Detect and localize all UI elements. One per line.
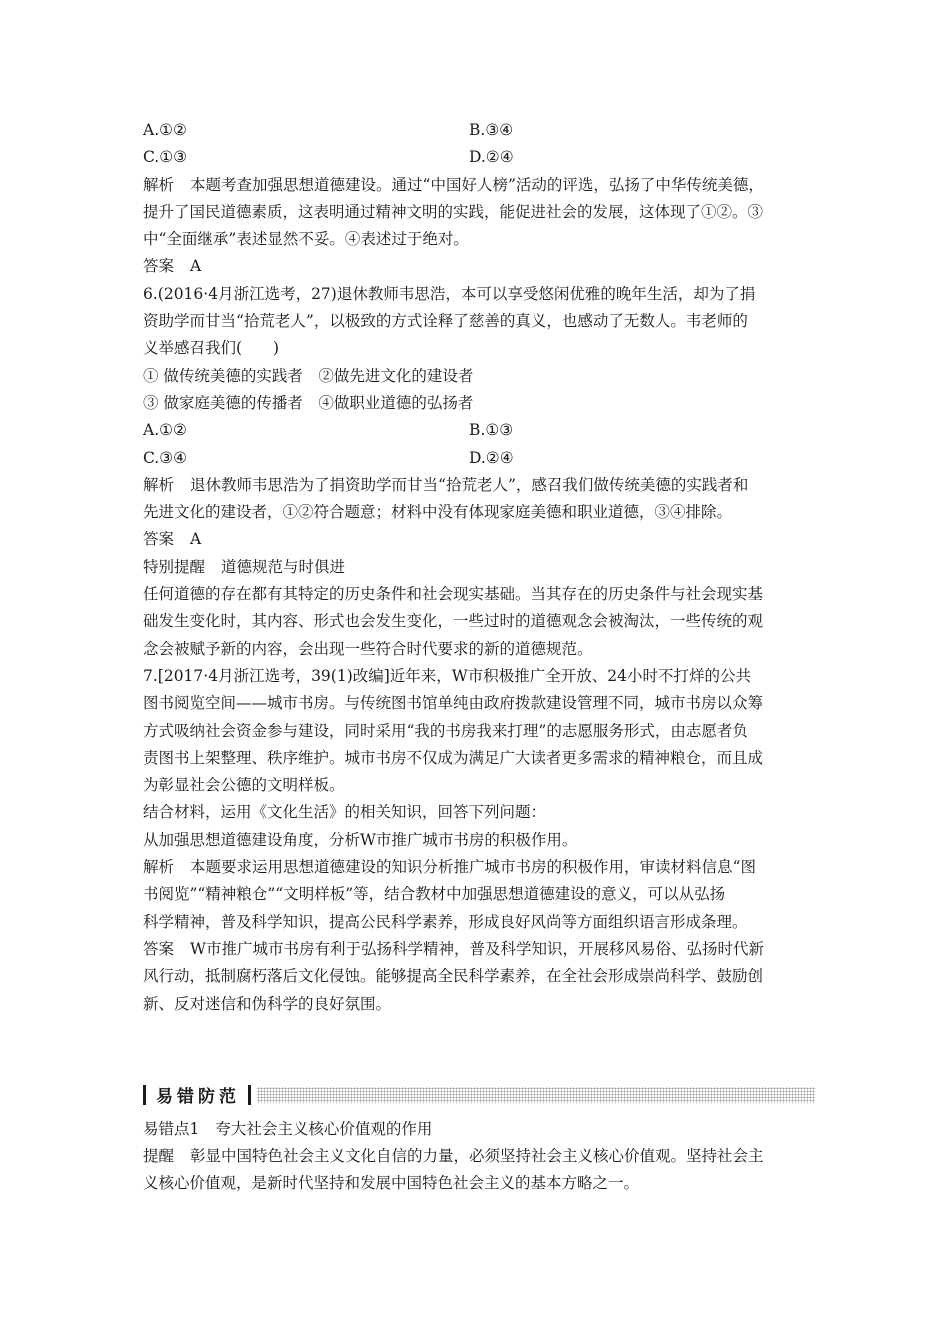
section-header [143, 1078, 815, 1112]
q7-stem-line: 方式吸纳社会资金参与建设，同时采用“我的书房我来打理”的志愿服务形式，由志愿者负 [143, 721, 748, 740]
reminder-line: 义核心价值观，是新时代坚持和发展中国特色社会主义的基本方略之一。 [143, 1174, 640, 1193]
tip-title: 道德规范与时俱进 [221, 557, 346, 576]
q6-analysis-line [143, 472, 815, 499]
q5-analysis-line: 中“全面继承”表述显然不妥。④表述过于绝对。 [143, 230, 469, 249]
q6-option-b: B.①③ [469, 421, 514, 440]
q7-analysis-text: 本题要求运用思想道德建设的知识分析推广城市书房的积极作用，审读材料信息“图 [190, 858, 756, 877]
q6-option-c: C.③④ [143, 448, 188, 467]
q5-option-c: C.①③ [143, 148, 188, 167]
reminder-line [143, 1143, 815, 1170]
section-title: 易错防范 [156, 1087, 240, 1108]
q5-analysis-line [143, 172, 815, 199]
q5-options-row-1 [143, 117, 815, 144]
q7-analysis-line: 书阅览”“精神粮仓”“文明样板”等，结合教材中加强思想道德建设的意义，可以从弘扬 [143, 885, 726, 904]
error-point-title: 夸大社会主义核心价值观的作用 [215, 1119, 433, 1138]
q6-statement: ① 做传统美德的实践者 ②做先进文化的建设者 [143, 366, 474, 385]
q5-analysis-label: 解析 [143, 175, 175, 194]
q6-option-a: A.①② [143, 421, 187, 440]
reminder-label: 提醒 [143, 1147, 175, 1166]
q7-stem-line: 7.[2017·4月浙江选考，39(1)改编]近年来，W市积极推广全开放、24小时不打烊的公共 [143, 666, 751, 685]
q6-analysis-text: 退休教师韦思浩为了捐资助学而甘当“拾荒老人”，感召我们做传统美德的实践者和 [190, 475, 749, 494]
q7-stem-line: 责图书上架整理、秩序维护。城市书房不仅成为满足广大读者更多需求的精神粮仓，而且成 [143, 748, 764, 767]
q6-stem-line: 6.(2016·4月浙江选考，27)退休教师韦思浩，本可以享受悠闲优雅的晚年生活，却为了捐 [143, 284, 756, 303]
q7-stem-line: 结合材料，运用《文化生活》的相关知识，回答下列问题： [143, 803, 547, 822]
q6-analysis-label: 解析 [143, 475, 175, 494]
q7-stem-line: 从加强思想道德建设角度，分析W市推广城市书房的积极作用。 [143, 830, 578, 849]
q6-stem-line: 资助学而甘当“拾荒老人”，以极致的方式诠释了慈善的真义，也感动了无数人。韦老师的 [143, 312, 748, 331]
q5-answer-line [143, 253, 815, 280]
q6-options-row-2 [143, 445, 815, 472]
q7-answer-line: 新、反对迷信和伪科学的良好氛围。 [143, 994, 392, 1013]
q6-stem-line: 义举感召我们( ) [143, 339, 280, 358]
q7-answer-line [143, 936, 815, 963]
q5-option-a: A.①② [143, 121, 187, 139]
q5-answer-label: 答案 [143, 257, 175, 276]
q6-statement: ③ 做家庭美德的传播者 ④做职业道德的弘扬者 [143, 393, 474, 412]
error-point-label: 易错点1 [143, 1119, 200, 1138]
q6-option-d: D.②④ [469, 448, 514, 467]
section-dotted-rule [257, 1087, 815, 1103]
q6-options-row-1 [143, 417, 815, 444]
q6-answer: A [190, 530, 202, 549]
q6-answer-label: 答案 [143, 530, 175, 549]
q5-options-row-2 [143, 144, 815, 171]
q5-option-d: D.②④ [469, 148, 514, 167]
q5-option-b: B.③④ [469, 121, 514, 139]
reminder-text: 彰显中国特色社会主义文化自信的力量，必须坚持社会主义核心价值观。坚持社会主 [190, 1147, 764, 1166]
q7-analysis-line [143, 854, 815, 881]
q6-answer-line [143, 526, 815, 553]
q7-answer-label: 答案 [143, 939, 175, 958]
q5-answer: A [190, 257, 202, 276]
q7-stem-line: 为彰显社会公德的文明样板。 [143, 776, 345, 795]
q7-stem-line: 图书阅览空间——城市书房。与传统图书馆单纯由政府拨款建设管理不同，城市书房以众筹 [143, 694, 764, 713]
q7-answer-line: 风行动，抵制腐朽落后文化侵蚀。能够提高全民科学素养，在全社会形成崇尚科学、鼓励创 [143, 967, 764, 986]
document-page [143, 117, 815, 1198]
tip-label: 特别提醒 [143, 557, 206, 576]
error-point-heading [143, 1116, 815, 1143]
tip-line: 础发生变化时，其内容、形式也会发生变化，一些过时的道德观念会被淘汰，一些传统的观 [143, 612, 764, 631]
tip-line: 念会被赋予新的内容，会出现一些符合时代要求的新的道德规范。 [143, 639, 593, 658]
q7-analysis-line: 科学精神，普及科学知识，提高公民科学素养，形成良好风尚等方面组织语言形成条理。 [143, 912, 748, 931]
q5-analysis-text: 本题考查加强思想道德建设。通过“中国好人榜”活动的评选，弘扬了中华传统美德， [190, 175, 764, 194]
q7-answer-text: W市推广城市书房有利于弘扬科学精神，普及科学知识，开展移风易俗、弘扬时代新 [190, 939, 764, 958]
tip-heading [143, 554, 815, 581]
section-bar-right [248, 1085, 251, 1105]
tip-line: 任何道德的存在都有其特定的历史条件和社会现实基础。当其存在的历史条件与社会现实基 [143, 585, 764, 604]
q7-analysis-label: 解析 [143, 858, 175, 877]
q6-analysis-line: 先进文化的建设者，①②符合题意；材料中没有体现家庭美德和职业道德，③④排除。 [143, 503, 733, 522]
q5-analysis-line: 提升了国民道德素质，这表明通过精神文明的实践，能促进社会的发展，这体现了①②。③ [143, 202, 764, 221]
